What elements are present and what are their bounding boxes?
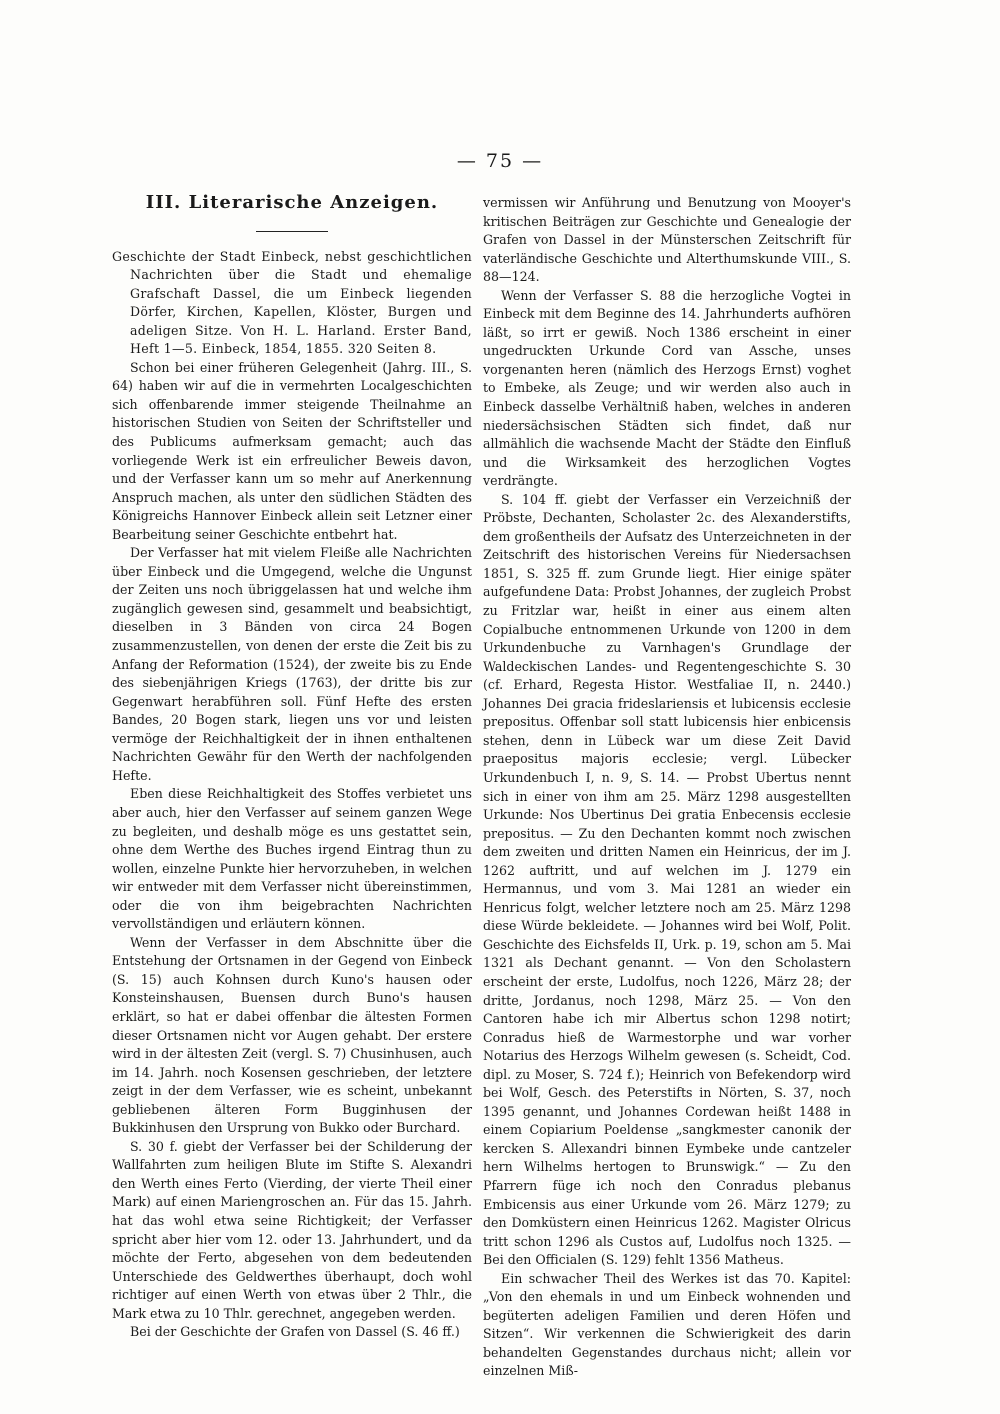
paragraph: Der Verfasser hat mit vielem Fleiße alle Nachrichten über Einbeck und die Umgegend, welche die Ungunst der Zeiten uns noch übriggelassen hat und welche ihm zugänglich gewesen sind, gesammelt und beabsichtigt, dieselben in 3 Bänden von circa 24 Bogen zusammenzustellen, von denen der erste die Zeit bis zu Anfang der Reformation (1524), der zweite bis zu Ende des siebenjährigen Kriegs (1763), der dritte bis zur Gegenwart herabführen soll. Fünf Hefte des ersten Bandes, 20 Bogen stark, liegen uns vor und leisten vermöge der Reichhaltigkeit der in ihnen enthaltenen Nachrichten Gewähr für den Werth der nachfolgenden Hefte.: [112, 545, 472, 783]
paragraph: Wenn der Verfasser in dem Abschnitte über die Entstehung der Ortsnamen in der Gegend von Einbeck (S. 15) auch Kohnsen durch Kuno's hausen oder Konsteinshausen, Buensen durch Buno's hausen erklärt, so hat er dabei offenbar die ältesten Formen dieser Ortsnamen nicht vor Augen gehabt. Der erstere wird in der ältesten Zeit (vergl. S. 7) Chusinhusen, auch im 14. Jahrh. noch Kosensen geschrieben, der letztere zeigt in der dem Verfasser, wie es scheint, unbekannt gebliebenen älteren Form Bugginhusen der Bukkinhusen den Ursprung von Bukko oder Burchard.: [112, 934, 472, 1136]
section-heading: III. Literarische Anzeigen.: [145, 192, 439, 213]
page-number: — 75 —: [456, 150, 544, 172]
paragraph: Wenn der Verfasser S. 88 die herzogliche Vogtei in Einbeck mit dem Beginne des 14. Jahrhunderts aufhören läßt, so irrt er gewiß. Noch 1386 erscheint in einer ungedruckten Urkunde Cord van Assche, unses vorgenanten heren (nämlich des Herzogs Ernst) voghet to Embeke, als Zeuge; und wir werden also auch in Einbeck dasselbe Verhältniß haben, welches in anderen niedersächsischen Städten sich findet, daß nur allmählich die wachsende Macht der Städte den Einfluß und die Wirksamkeit des herzoglichen Vogtes verdrängte.: [483, 287, 851, 489]
bibliographic-entry: Geschichte der Stadt Einbeck, nebst geschichtlichen Nachrichten über die Stadt und ehemalige Grafschaft Dassel, die um Einbeck liegenden Dörfer, Kirchen, Kapellen, Klöster, Burgen und adeligen Sitze. Von H. L. Harland. Erster Band, Heft 1—5. Einbeck, 1854, 1855. 320 Seiten 8.: [112, 248, 472, 357]
paragraph: Eben diese Reichhaltigkeit des Stoffes verbietet uns aber auch, hier den Verfasser auf seinem ganzen Wege zu begleiten, und deshalb möge es uns gestattet sein, ohne dem Werthe des Buches irgend Eintrag thun zu wollen, einzelne Punkte hier hervorzuheben, in welchen wir entweder mit dem Verfasser nicht übereinstimmen, oder die von ihm beigebrachten Nachrichten vervollständigen und erläutern können.: [112, 786, 472, 932]
paragraph: Schon bei einer früheren Gelegenheit (Jahrg. III., S. 64) haben wir auf die in vermehrten Localgeschichten sich offenbarende immer steigende Theilnahme an historischen Studien von Seiten der Schriftsteller und des Publicums aufmerksam gemacht; auch das vorliegende Werk ist ein erfreulicher Beweis davon, und der Verfasser kann um so mehr auf Anerkennung Anspruch machen, als unter den südlichen Städten des Königreichs Hannover Einbeck allein seit Letzner einer Bearbeitung seiner Geschichte entbehrt hat.: [112, 359, 472, 542]
paragraph: Ein schwacher Theil des Werkes ist das 70. Kapitel: „Von den ehemals in und um Einbeck wohnenden und begüterten adeligen Familien und deren Höfen und Sitzen“. Wir verkennen die Schwierigkeit des darin behandelten Gegenstandes durchaus nicht; allein vor einzelnen Miß-: [483, 1270, 851, 1379]
paragraph: S. 104 ff. giebt der Verfasser ein Verzeichniß der Pröbste, Dechanten, Scholaster 2c. des Alexanderstifts, dem großentheils der Aufsatz des Unterzeichneten in der Zeitschrift des historischen Vereins für Niedersachsen 1851, S. 325 ff. zum Grunde liegt. Hier einige später aufgefundene Data: Probst Johannes, der zugleich Probst zu Fritzlar war, heißt in einer aus einem alten Copialbuche entnommenen Urkunde von 1200 in dem Urkundenbuche zu Varnhagen's Grundlage der Waldeckischen Landes- und Regentengeschichte S. 30 (cf. Erhard, Regesta Histor. Westfaliae II, n. 2440.) Johannes Dei gracia frideslariensis et lubicensis ecclesie prepositus. Offenbar soll statt lubicensis hier enbicensis stehen, denn in Lübeck war um diese Zeit David praepositus majoris ecclesie; vergl. Lübecker Urkundenbuch I, n. 9, S. 14. — Probst Ubertus nennt sich in einer von ihm am 25. März 1298 ausgestellten Urkunde: Nos Ubertinus Dei gratia Enbecensis ecclesie prepositus. — Zu den Dechanten kommt noch zwischen dem zweiten und dritten Namen ein Heinricus, der im J. 1262 auftritt, und auf welchen im J. 1279 ein Hermannus, und vom 3. Mai 1281 an wieder ein Henricus folgt, welcher letztere noch am 25. März 1298 diese Würde bekleidete. — Johannes wird bei Wolf, Polit. Geschichte des Eichsfelds II, Urk. p. 19, schon am 5. Mai 1321 als Dechant genannt. — Von den Scholastern erscheint der erste, Ludolfus, noch 1226, März 28; der dritte, Jordanus, noch 1298, März 25. — Von den Cantoren habe ich mir Albertus schon 1298 notirt; Conradus hieß de Warmestorphe und war vorher Notarius des Herzogs Wilhelm gewesen (s. Scheidt, Cod. dipl. zu Moser, S. 724 f.); Heinrich von Befekendorp wird bei Wolf, Gesch. des Peterstifts in Nörten, S. 37, noch 1395 genannt, und Johannes Cordewan heißt 1488 in einem Copiarium Poeldense „sangkmester canonik der kercken S. Allexandri binnen Eymbeke unde cantzeler hern Wilhelms hertogen to Brunswigk.“ — Zu den Pfarrern füge ich noch den Conradus plebanus Embicensis aus einer Urkunde vom 26. März 1279; zu den Domküstern einen Heinricus 1262. Magister Olricus tritt schon 1296 als Custos auf, Ludolfus noch 1325. — Bei den Officialen (S. 129) fehlt 1356 Matheus.: [483, 491, 851, 1268]
paragraph: S. 30 f. giebt der Verfasser bei der Schilderung der Wallfahrten zum heiligen Blute im Stifte S. Alexandri den Werth eines Ferto (Vierding, der vierte Theil einer Mark) auf einen Mariengroschen an. Für das 15. Jahrh. hat das wohl etwa seine Richtigkeit; der Verfasser spricht aber hier vom 12. oder 13. Jahrhundert, und da möchte der Ferto, abgesehen von dem bedeutenden Unterschiede des Geldwerthes überhaupt, doch wohl richtiger auf einen Werth von etwas über 2 Thlr., die Mark etwa zu 10 Thlr. gerechnet, angegeben werden.: [112, 1138, 472, 1321]
heading-rule: [256, 231, 328, 232]
right-column: [483, 194, 851, 1381]
left-column: [112, 194, 472, 1342]
paragraph: Bei der Geschichte der Grafen von Dassel (S. 46 ff.): [130, 1324, 460, 1340]
paragraph-continued: vermissen wir Anführung und Benutzung von Mooyer's kritischen Beiträgen zur Geschichte und Genealogie der Grafen von Dassel in der Münsterschen Zeitschrift für vaterländische Geschichte und Alterthumskunde VIII., S. 88—124.: [483, 195, 851, 285]
